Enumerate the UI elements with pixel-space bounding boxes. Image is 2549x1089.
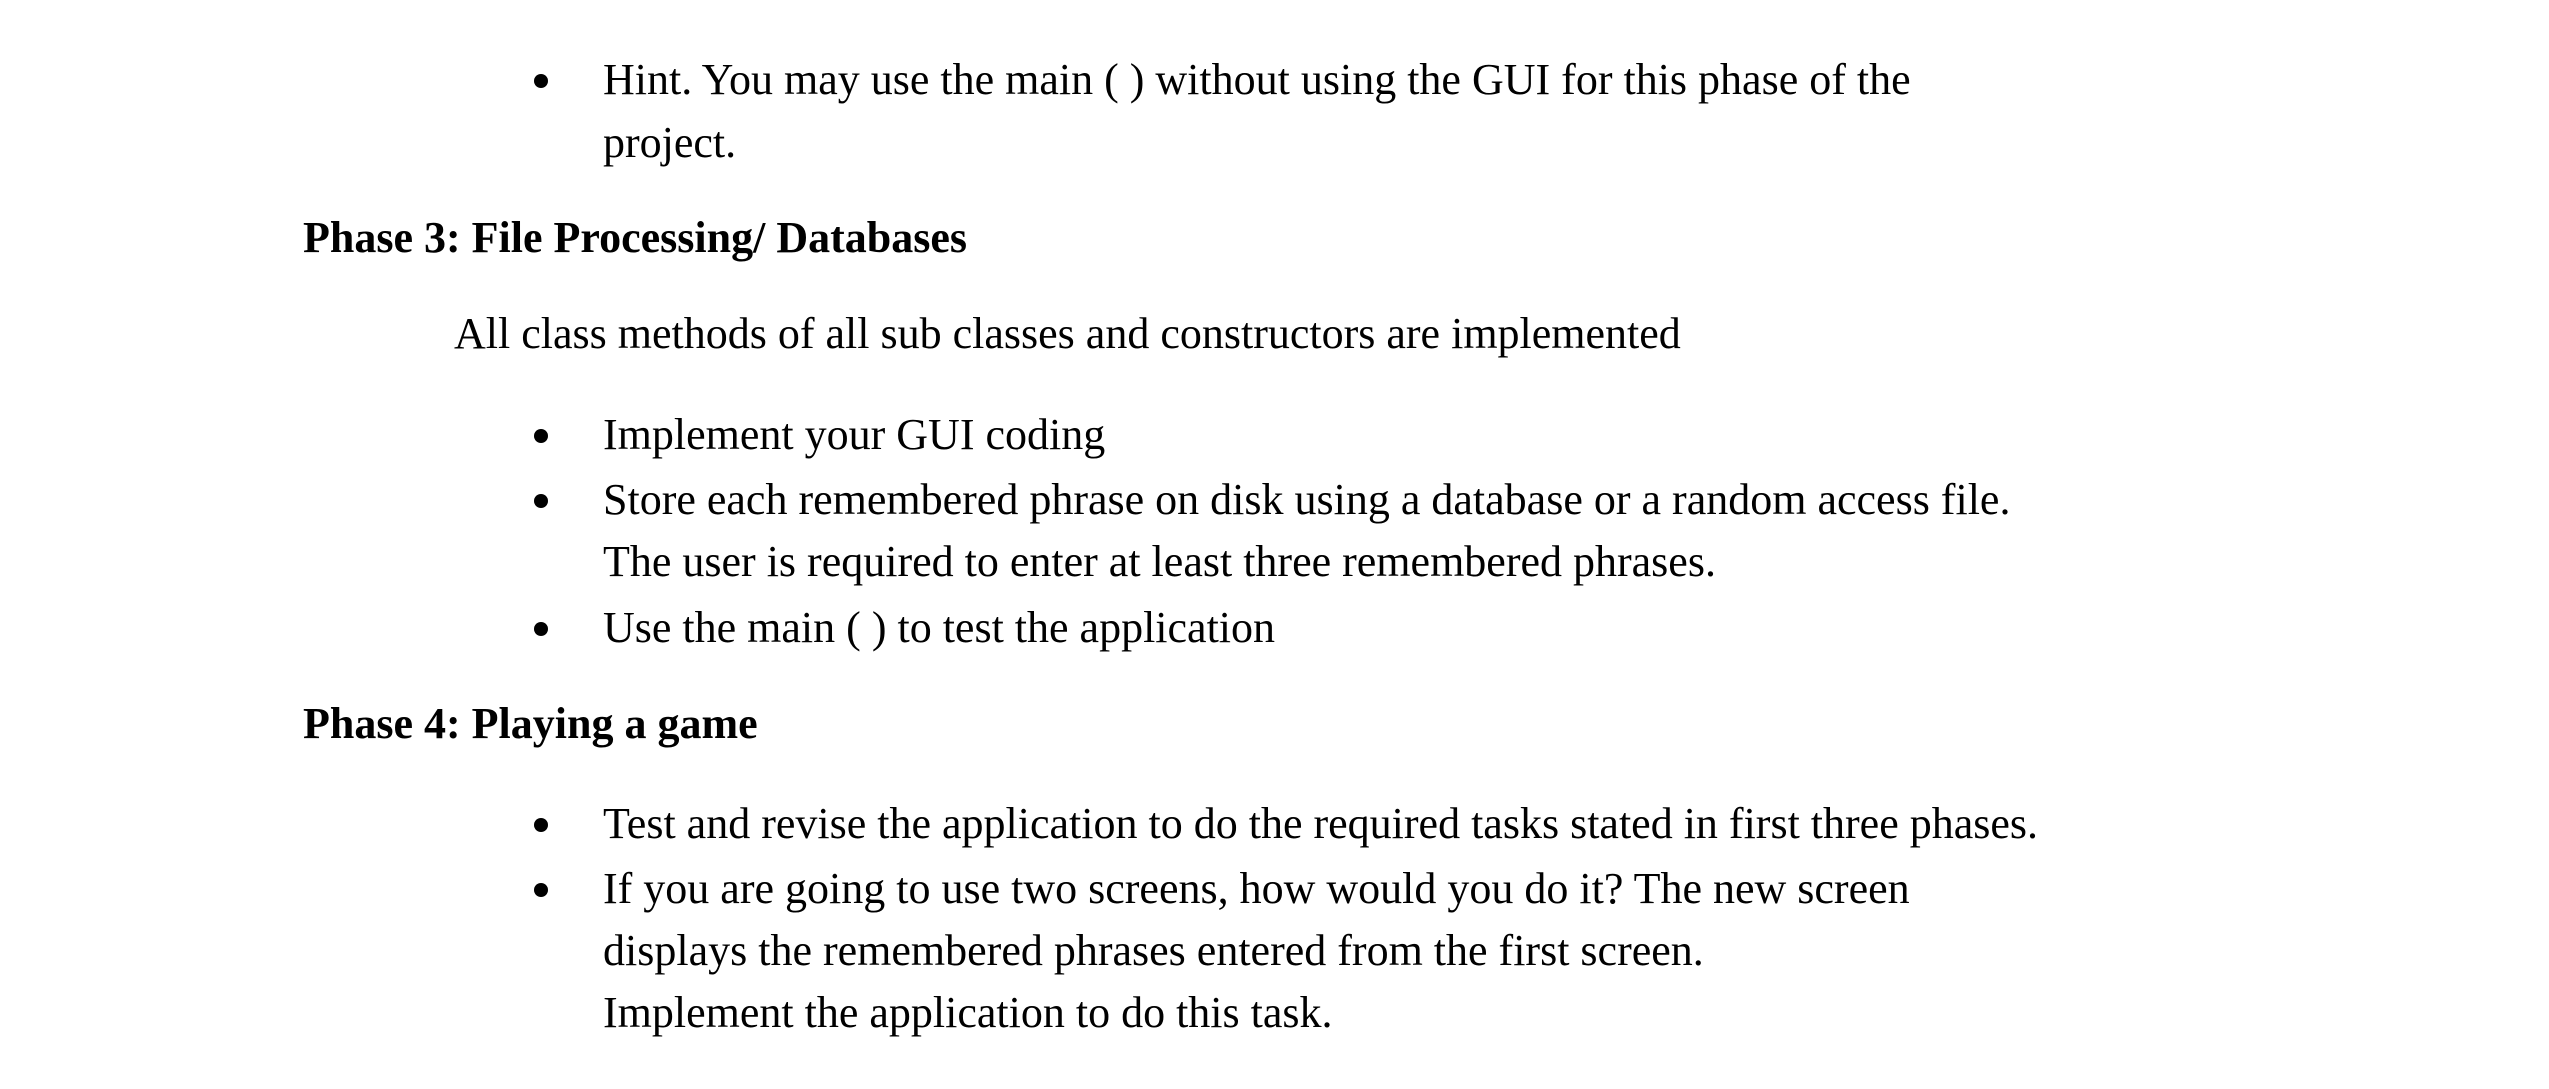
bullet-icon	[534, 818, 548, 832]
bullet-text-line: displays the remembered phrases entered from the first screen.	[603, 926, 1704, 975]
bullet-text-line: Store each remembered phrase on disk using a database or a random access file.	[603, 475, 2011, 524]
phase4-heading: Phase 4: Playing a game	[303, 699, 758, 748]
bullet-text-line: Use the main ( ) to test the application	[603, 603, 1276, 652]
bullet-text-line: If you are going to use two screens, how would you do it? The new screen	[603, 864, 1910, 913]
bullet-text-line: The user is required to enter at least three remembered phrases.	[603, 537, 1716, 586]
bullet-text-line: Hint. You may use the main ( ) without using the GUI for this phase of the	[603, 55, 1911, 104]
bullet-text-line: Implement your GUI coding	[603, 410, 1106, 459]
bullet-text-line: Test and revise the application to do the required tasks stated in first three phases.	[603, 799, 2039, 848]
phase3-intro: All class methods of all sub classes and constructors are implemented	[454, 309, 1681, 358]
phase3-heading: Phase 3: File Processing/ Databases	[303, 213, 968, 262]
bullet-icon	[534, 429, 548, 443]
bullet-icon	[534, 622, 548, 636]
bullet-text-line: Implement the application to do this task.	[603, 988, 1333, 1037]
bullet-icon	[534, 883, 548, 897]
bullet-icon	[534, 74, 548, 88]
bullet-icon	[534, 494, 548, 508]
bullet-text-line: project.	[603, 118, 737, 167]
